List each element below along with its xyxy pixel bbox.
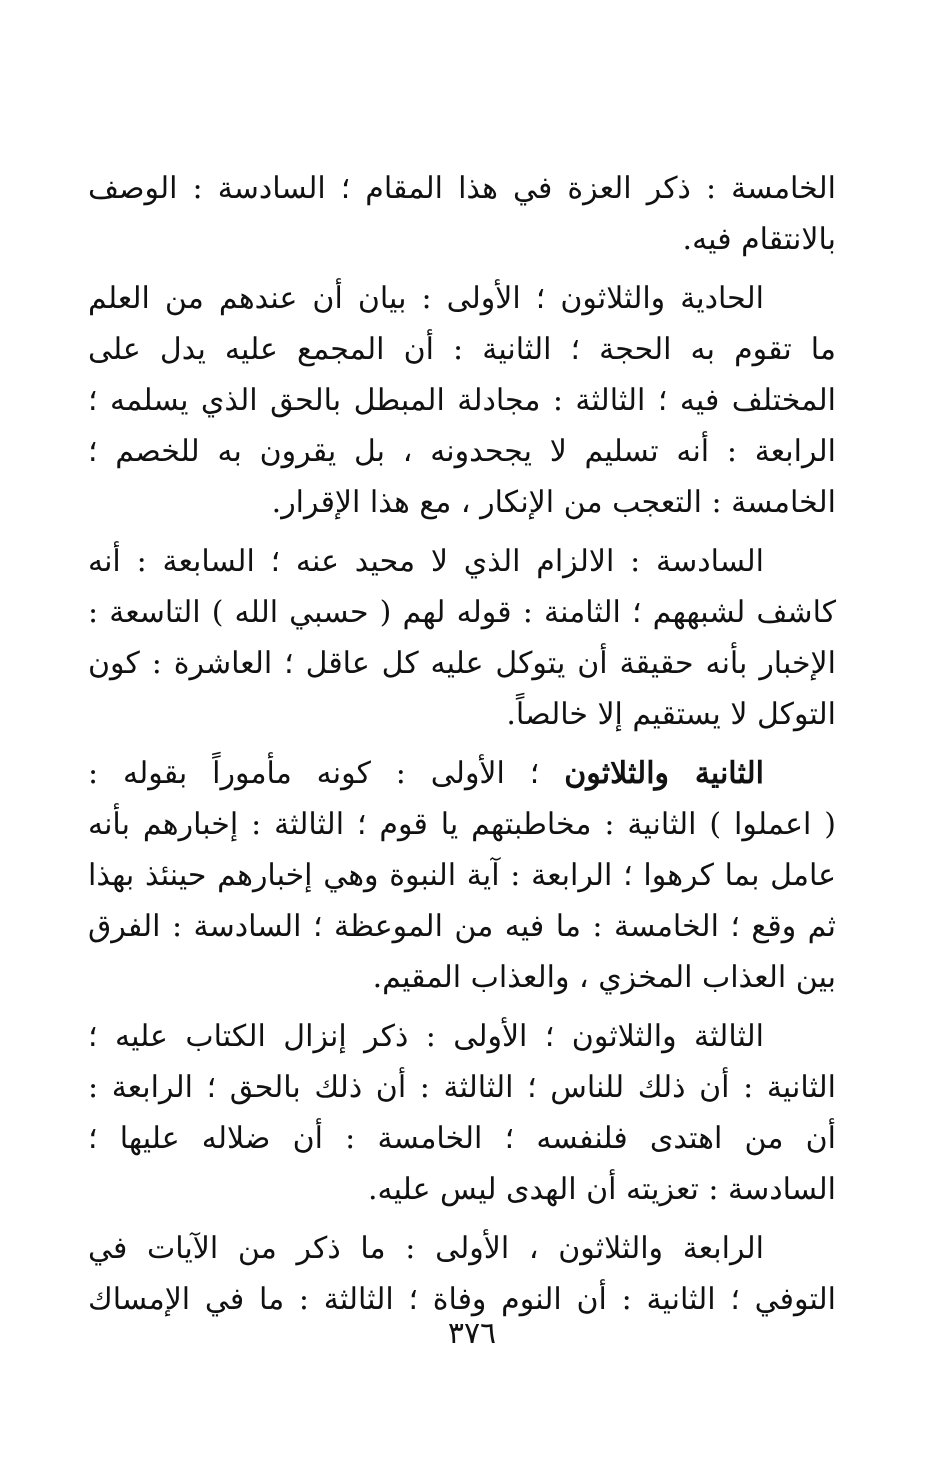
- text-line: السادسة : تعزيته أن الهدى ليس عليه.: [368, 1172, 836, 1207]
- paragraph: [88, 1011, 836, 1215]
- text-line: المختلف فيه ؛ الثالثة : مجادلة المبطل بالحق الذي يسلمه ؛: [88, 383, 836, 418]
- paragraph: [88, 163, 836, 265]
- text-line: أن من اهتدى فلنفسه ؛ الخامسة : أن ضلاله عليها ؛: [88, 1121, 836, 1156]
- paragraph: [88, 748, 836, 1003]
- text-line: عامل بما كرهوا ؛ الرابعة : آية النبوة وهي إخبارهم حينئذ بهذا: [88, 858, 836, 893]
- text-line: التوفي ؛ الثانية : أن النوم وفاة ؛ الثالثة : ما في الإمساك: [88, 1282, 836, 1317]
- text-line: ما تقوم به الحجة ؛ الثانية : أن المجمع عليه يدل على: [88, 332, 836, 367]
- text-line: كاشف لشبههم ؛ الثامنة : قوله لهم ( حسبي الله ) التاسعة :: [88, 595, 836, 630]
- text-line-rest: ؛ الأولى : كونه مأموراً بقوله :: [88, 756, 565, 791]
- text-line: الإخبار بأنه حقيقة أن يتوكل عليه كل عاقل ؛ العاشرة : كون: [88, 646, 836, 681]
- text-line: الثانية : أن ذلك للناس ؛ الثالثة : أن ذلك بالحق ؛ الرابعة :: [88, 1070, 836, 1105]
- text-line: الرابعة والثلاثون ، الأولى : ما ذكر من الآيات في: [88, 1231, 764, 1266]
- text-line: الحادية والثلاثون ؛ الأولى : بيان أن عندهم من العلم: [88, 281, 764, 316]
- text-line: [88, 748, 836, 799]
- text-line: الثالثة والثلاثون ؛ الأولى : ذكر إنزال الكتاب عليه ؛: [88, 1019, 764, 1054]
- text-line: التوكل لا يستقيم إلا خالصاً.: [506, 697, 836, 732]
- text-line: الخامسة : ذكر العزة في هذا المقام ؛ السادسة : الوصف: [88, 171, 836, 206]
- text-line: بالانتقام فيه.: [682, 222, 836, 257]
- page-body: [88, 163, 836, 1333]
- page-number: ٣٧٦: [447, 1316, 497, 1351]
- text-line: السادسة : الالزام الذي لا محيد عنه ؛ السابعة : أنه: [88, 544, 764, 579]
- text-line: الرابعة : أنه تسليم لا يجحدونه ، بل يقرون به للخصم ؛: [88, 434, 836, 469]
- paragraph: [88, 536, 836, 740]
- paragraph: [88, 273, 836, 528]
- text-line: ثم وقع ؛ الخامسة : ما فيه من الموعظة ؛ السادسة : الفرق: [88, 909, 836, 944]
- text-line: بين العذاب المخزي ، والعذاب المقيم.: [372, 960, 836, 995]
- paragraph: [88, 1223, 836, 1325]
- text-line: ( اعملوا ) الثانية : مخاطبتهم يا قوم ؛ الثالثة : إخبارهم بأنه: [88, 807, 836, 842]
- text-line: الخامسة : التعجب من الإنكار ، مع هذا الإقرار.: [271, 485, 836, 520]
- section-heading: الثانية والثلاثون: [564, 756, 764, 791]
